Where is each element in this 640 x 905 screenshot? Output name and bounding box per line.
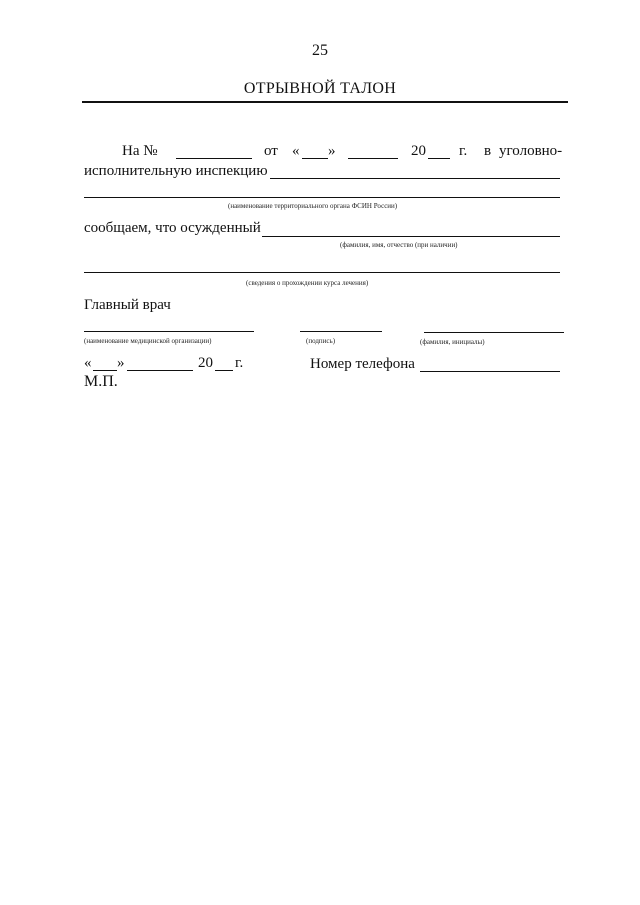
convict-name-field[interactable] <box>262 236 560 237</box>
number-field[interactable] <box>176 158 252 159</box>
treatment-info-caption: (сведения о прохождении курса лечения) <box>246 279 369 287</box>
line1-continuation: уголовно- <box>499 143 563 159</box>
signature-field[interactable] <box>300 331 382 332</box>
medical-org-field[interactable] <box>84 331 254 332</box>
name-initials-caption: (фамилия, инициалы) <box>420 338 485 346</box>
date-year-prefix: 20 <box>198 355 213 371</box>
year-prefix: 20 <box>411 143 426 159</box>
signature-caption: (подпись) <box>306 337 336 345</box>
number-label: На № <box>122 143 158 159</box>
quote-open: « <box>292 143 300 159</box>
fsin-body-field[interactable] <box>84 197 560 198</box>
form-title: ОТРЫВНОЙ ТАЛОН <box>243 80 397 97</box>
date-quote-close: » <box>117 355 125 371</box>
date-year-suffix: г. <box>235 355 244 371</box>
inspection-label: исполнительную инспекцию <box>84 163 268 179</box>
date-month-field[interactable] <box>127 370 193 371</box>
date-year-field[interactable] <box>215 370 233 371</box>
date-quote-open: « <box>84 355 92 371</box>
page-number: 25 <box>312 42 328 59</box>
title-underline <box>82 101 568 103</box>
month-field[interactable] <box>348 158 398 159</box>
in-label: в <box>484 143 492 159</box>
treatment-info-field[interactable] <box>84 272 560 273</box>
stamp-placeholder: М.П. <box>84 373 118 390</box>
day-field[interactable] <box>302 158 328 159</box>
date-day-field[interactable] <box>93 370 117 371</box>
fsin-body-caption: (наименование территориального органа ФСИН России) <box>228 202 398 210</box>
from-label: от <box>264 143 278 159</box>
inspection-field[interactable] <box>270 178 560 179</box>
phone-field[interactable] <box>420 371 560 372</box>
chief-doctor-label: Главный врач <box>84 297 171 313</box>
medical-org-caption: (наименование медицинской организации) <box>84 337 212 345</box>
reported-label: сообщаем, что осужденный <box>84 220 261 236</box>
convict-name-caption: (фамилия, имя, отчество (при наличии) <box>340 241 458 249</box>
name-initials-field[interactable] <box>424 332 564 333</box>
year-field[interactable] <box>428 158 450 159</box>
quote-close: » <box>328 143 336 159</box>
phone-label: Номер телефона <box>310 356 415 372</box>
year-suffix: г. <box>459 143 468 159</box>
